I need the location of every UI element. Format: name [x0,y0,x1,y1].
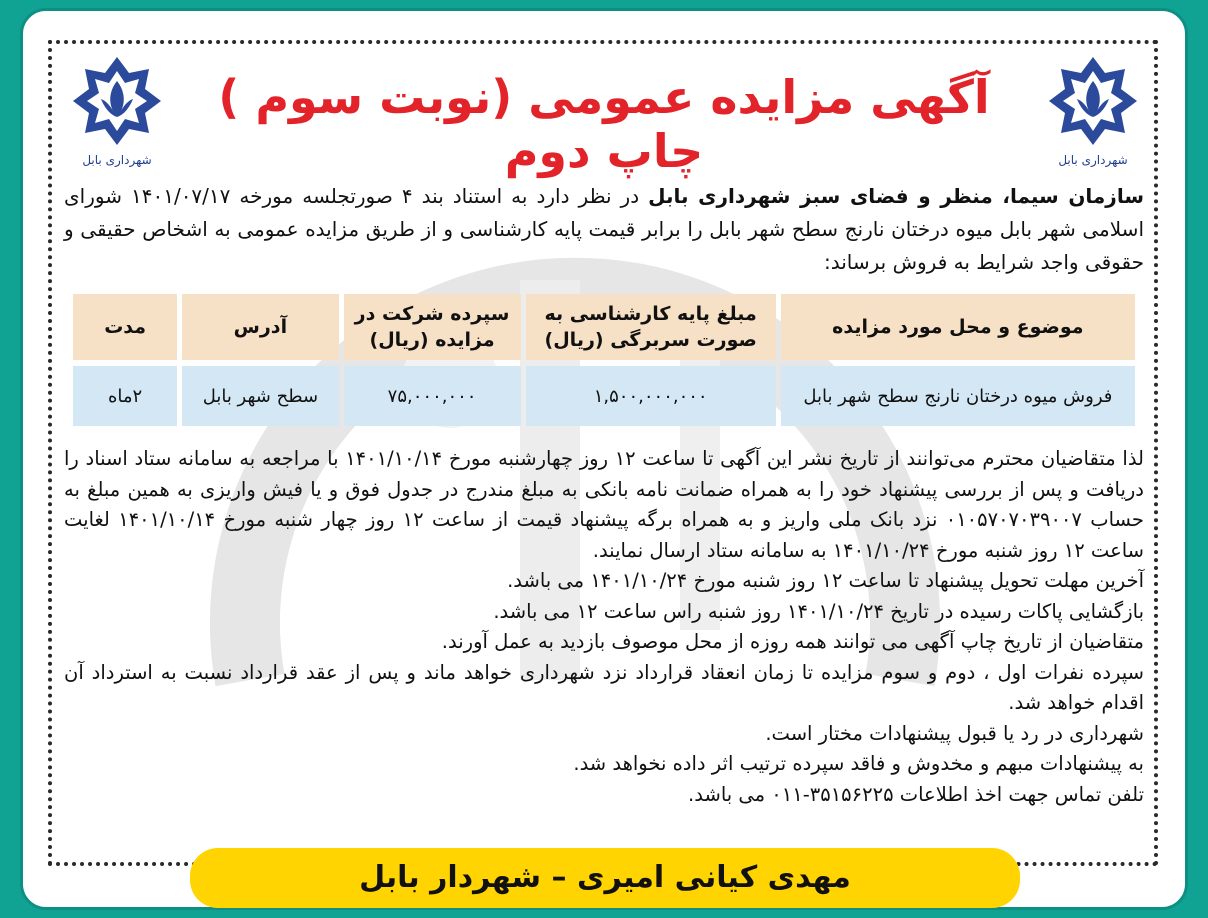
municipality-logo-left [62,55,172,175]
table-row [73,366,1135,426]
body-paragraph: سپرده نفرات اول ، دوم و سوم مزایده تا زمان انعقاد قرارداد نزد شهرداری خواهد ماند و پس از عقد قرارداد نسبت به استرداد آن اقدام خواهد شد. [64,660,1144,714]
logo-caption-right: شهرداری بابل [1058,153,1128,167]
header-address: آدرس [182,294,338,360]
body-paragraph: تلفن تماس جهت اخذ اطلاعات ۳۵۱۵۶۲۲۵-۰۱۱ می باشد. [688,782,1144,806]
cell-base-price: ۱,۵۰۰,۰۰۰,۰۰۰ [526,366,776,426]
cell-subject: فروش میوه درختان نارنج سطح شهر بابل [781,366,1135,426]
logo-caption-left: شهرداری بابل [82,153,152,167]
mayor-signature-banner: مهدی کیانی امیری – شهردار بابل [190,848,1020,908]
intro-text: در نظر دارد به استناد بند ۴ صورتجلسه مورخه ۱۴۰۱/۰۷/۱۷ شورای اسلامی شهر بابل میوه درختان نارنج سطح شهر بابل را برابر قیمت پایه کارشناسی و از طریق مزایده عمومی به اشخاص حقیقی و حقوقی واجد شرایط به فروش برساند: [64,184,1144,274]
table-header-row [73,294,1135,360]
babol-emblem-icon [71,55,163,147]
body-paragraph: بازگشایی پاکات رسیده در تاریخ ۱۴۰۱/۱۰/۲۴ روز شنبه راس ساعت ۱۲ می باشد. [493,599,1144,623]
body-paragraph: به پیشنهادات مبهم و مخدوش و فاقد سپرده ترتیب اثر داده نخواهد شد. [573,752,1144,775]
auction-table [68,288,1140,432]
header-deposit: سپرده شرکت در مزایده (ریال) [344,294,521,360]
cell-duration: ۲ماه [73,366,177,426]
body-paragraph: آخرین مهلت تحویل پیشنهاد تا ساعت ۱۲ روز شنبه مورخ ۱۴۰۱/۱۰/۲۴ می باشد. [507,569,1144,592]
header-subject: موضوع و محل مورد مزایده [781,294,1135,360]
header-base-price: مبلغ پایه کارشناسی به صورت سربرگی (ریال) [526,294,776,360]
organization-name: سازمان سیما، منظر و فضای سبز شهرداری بابل [648,184,1145,208]
cell-address: سطح شهر بابل [182,366,338,426]
notice-body [64,444,1144,810]
babol-emblem-icon [1047,55,1139,147]
municipality-logo-right [1038,55,1148,175]
header-duration: مدت [73,294,177,360]
intro-paragraph [64,180,1144,279]
cell-deposit: ۷۵,۰۰۰,۰۰۰ [344,366,521,426]
notice-title: آگهی مزایده عمومی (نوبت سوم ) چاپ دوم [218,70,990,178]
right-band [1186,0,1208,918]
body-paragraph: متقاضیان از تاریخ چاپ آگهی می توانند همه روزه از محل موصوف بازدید به عمل آورند. [441,630,1144,653]
left-band [0,0,22,918]
body-paragraph: شهرداری در رد یا قبول پیشنهادات مختار است. [765,721,1144,745]
body-paragraph: لذا متقاضیان محترم می‌توانند از تاریخ نشر این آگهی تا ساعت ۱۲ روز چهارشنبه مورخ ۱۴۰۱/۱۰/۱۴ با مراجعه به سامانه ستاد اسناد را دریافت و پس از بررسی پیشنهاد خود را به همراه ضمانت نامه بانکی به مبلغ مندرج در جدول فوق و یا فیش واریزی به همین مبلغ به حساب ۰۱۰۵۷۰۷۰۳۹۰۰۷ نزد بانک ملی واریز و به همراه برگه پیشنهاد قیمت از ساعت ۱۲ روز چهار شنبه مورخ ۱۴۰۱/۱۰/۱۴ لغایت ساعت ۱۲ روز شنبه مورخ ۱۴۰۱/۱۰/۲۴ به سامانه ستاد ارسال نمایند. [64,447,1144,562]
